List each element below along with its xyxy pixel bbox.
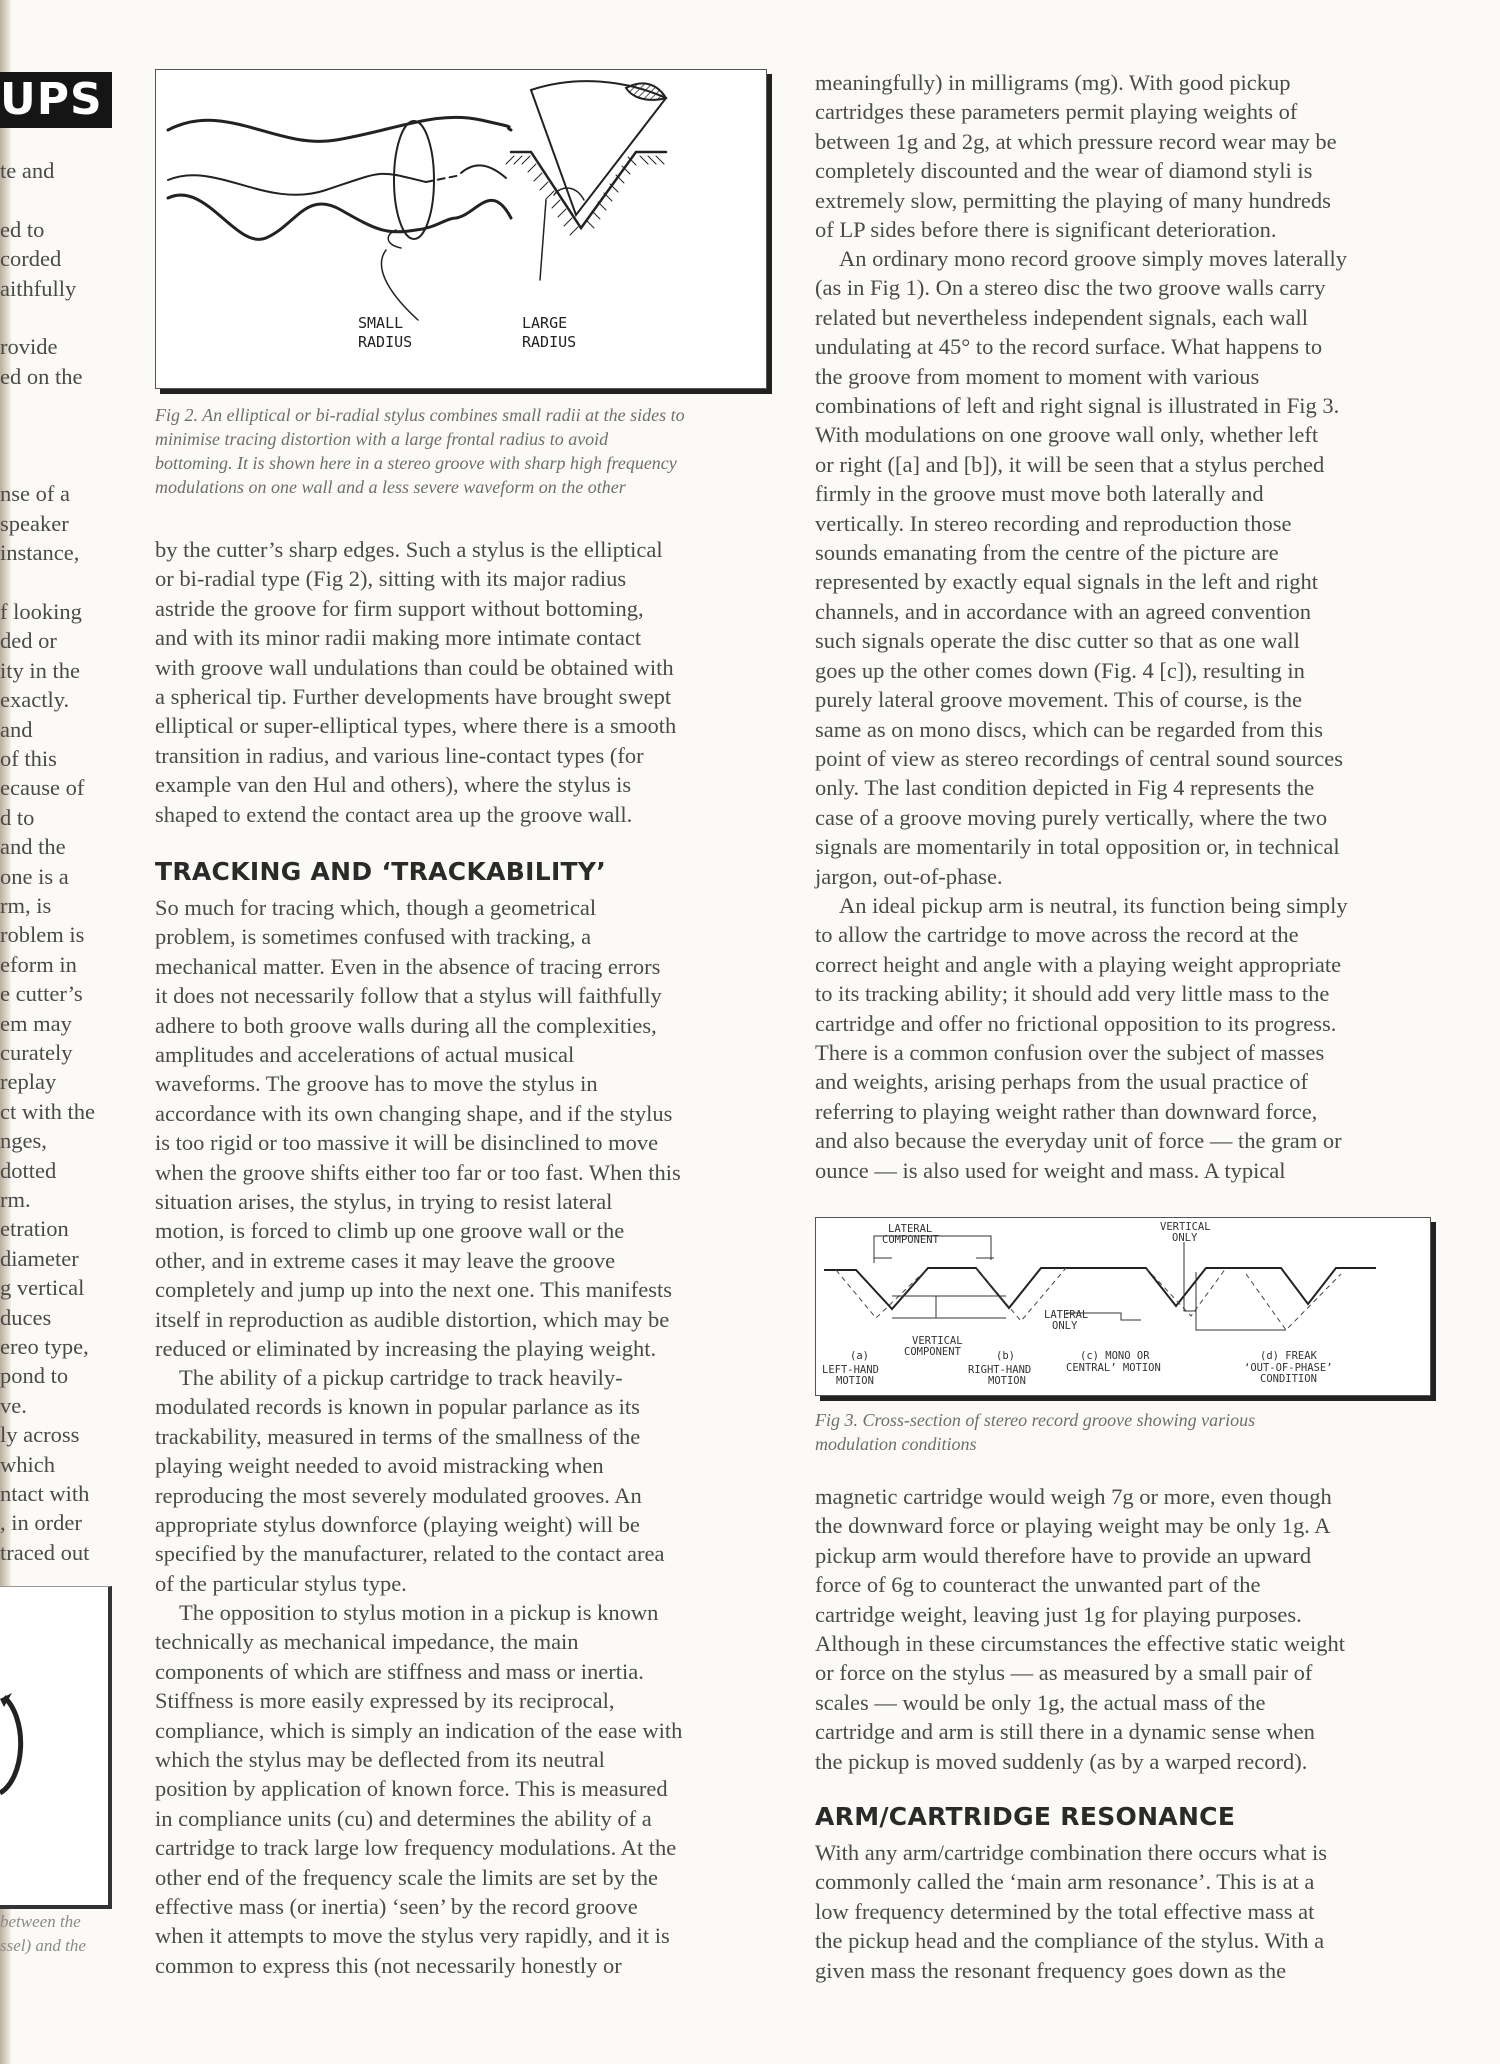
left-figure-caption-line: between the [0,1912,81,1931]
text-line: magnetic cartridge would weigh 7g or more, even though [815,1484,1332,1509]
caption-line: modulations on one wall and a less severe waveform on the other [155,477,626,497]
text-line: when it attempts to move the stylus very rapidly, and it is [155,1923,670,1949]
text-line: combinations of left and right signal is illustrated in Fig 3. [815,393,1340,419]
text-line: the pickup head and the compliance of the stylus. With a [815,1928,1325,1954]
text-line: purely lateral groove movement. This of course, is the [815,687,1302,713]
text-line: the pickup is moved suddenly (as by a warped record). [815,1748,1308,1774]
large-radius-label: RADIUS [522,333,577,351]
left-figure-caption-line: ssel) and the [0,1936,86,1955]
caption-line: Fig 2. An elliptical or bi-radial stylus combines small radii at the sides to [155,405,685,425]
caption-line: Fig 3. Cross-section of stereo record groove showing various [815,1410,1256,1430]
small-radius-label: RADIUS [358,333,413,351]
text-line: vertically. In stereo recording and reproduction those [815,510,1292,536]
text-line: and with its minor radii making more intimate contact [155,625,642,651]
text-line: point of view as stereo recordings of central sound sources [815,745,1343,771]
text-line: sounds emanating from the centre of the picture are [815,540,1279,566]
text-line: itself in reproduction as audible distortion, which may be [155,1306,670,1332]
text-line: (as in Fig 1). On a stereo disc the two groove walls carry [815,275,1326,301]
text-line: An ideal pickup arm is neutral, its function being simply [839,893,1348,918]
left-column-fragment: te and [0,158,55,183]
left-column-fragment: rm. [0,1187,31,1212]
condition-d-label: ‘OUT-OF-PHASE’ [1244,1362,1333,1374]
figure-3-caption [815,1408,1435,1456]
left-column-fragment: rovide [0,334,58,360]
caption-line: minimise tracing distortion with a large frontal radius to avoid [155,429,609,449]
text-line: specified by the manufacturer, related to the contact area [155,1541,665,1567]
text-line: components of which are stiffness and mass or inertia. [155,1658,644,1684]
text-line: reduced or eliminated by increasing the playing weight. [155,1336,657,1362]
text-line: cartridge to track large low frequency modulations. At the [155,1835,677,1861]
text-line: problem, is sometimes confused with tracking, a [155,924,592,950]
groove-wall-bottom [168,195,511,239]
condition-d-label: CONDITION [1260,1373,1317,1385]
text-line: completely discounted and the wear of diamond styli is [815,158,1313,184]
text-line: firmly in the groove must move both laterally and [815,481,1264,507]
text-line: and also because the everyday unit of force — the gram or [815,1128,1342,1154]
left-column-fragment: ded or [0,628,57,654]
text-line: of LP sides before there is significant deterioration. [815,217,1277,243]
left-column-fragment: one is a [0,863,69,889]
groove-center [168,174,426,195]
left-column-fragment: ly across [0,1422,80,1448]
text-line: waveforms. The groove has to move the stylus in [155,1071,598,1097]
left-column-fragment: ereo type, [0,1334,89,1359]
condition-b-label: MOTION [988,1375,1026,1387]
figure-2-diagram [156,70,766,388]
left-column-fragment: diameter [0,1245,79,1271]
figure-2-caption [155,403,775,499]
text-line: position by application of known force. This is measured [155,1776,668,1802]
text-line: So much for tracing which, though a geometrical [155,895,597,920]
groove-a-b [824,1268,1376,1309]
caption-line: bottoming. It is shown here in a stereo groove with sharp high frequency [155,453,677,473]
text-line: The opposition to stylus motion in a pickup is known [179,1600,659,1625]
text-line: technically as mechanical impedance, the main [155,1629,579,1655]
right-paragraph-4 [815,1482,1345,1776]
text-line: reproducing the most severely modulated grooves. An [155,1482,642,1508]
text-line: transition in radius, and various line-contact types (for [155,742,644,768]
text-line: channels, and in accordance with an agreed convention [815,598,1312,624]
caption-line: modulation conditions [815,1434,977,1454]
left-column-fragment: duces [0,1304,52,1330]
left-column-fragment: and [0,716,33,742]
text-line: completely and jump up into the next one. This manifests [155,1277,672,1303]
vertical-only-label: ONLY [1172,1232,1198,1244]
text-line: cartridge and arm is still there in a dynamic sense when [815,1719,1315,1745]
section-heading-tracking: TRACKING AND ‘TRACKABILITY’ [155,857,607,886]
text-line: accordance with its own changing shape, and if the stylus [155,1100,673,1126]
text-line: to its tracking ability; it should add very little mass to the [815,981,1330,1007]
text-line: astride the groove for firm support without bottoming, [155,595,644,621]
text-line: compliance, which is simply an indication of the ease with [155,1717,683,1743]
text-line: cartridge and offer no frictional opposition to its progress. [815,1010,1337,1036]
text-line: or right ([a] and [b]), it will be seen that a stylus perched [815,451,1325,477]
text-line: Stiffness is more easily expressed by its reciprocal, [155,1688,615,1714]
text-line: The ability of a pickup cartridge to track heavily- [179,1365,623,1390]
left-column-fragment: speaker [0,510,69,536]
left-column-fragment: d to [0,804,35,830]
middle-paragraph-1 [155,535,676,829]
v-groove-surface [511,152,666,228]
rotation-arrow-icon [0,1587,108,1905]
vertical-component-label: COMPONENT [904,1346,961,1358]
right-paragraph-1 [815,68,1337,244]
left-column-fragment: etration [0,1216,69,1242]
text-line: or bi-radial type (Fig 2), sitting with its major radius [155,566,627,592]
text-line: in compliance units (cu) and determines the ability of a [155,1805,652,1831]
left-column-fragment: which [0,1451,55,1477]
text-line: example van den Hul and others), where the stylus is [155,772,632,798]
left-column-fragment: ve. [0,1392,27,1418]
text-line: the groove from moment to moment with various [815,363,1260,389]
text-line: situation arises, the stylus, in trying to resist lateral [155,1189,613,1215]
text-line: force of 6g to counteract the unwanted part of the [815,1572,1261,1598]
left-column-fragment: em may [0,1010,72,1036]
condition-a-label: LEFT-HAND [822,1364,879,1376]
groove-wall-top [168,117,511,141]
left-column-fragment: corded [0,246,62,272]
text-line: appropriate stylus downforce (playing weight) will be [155,1512,640,1538]
figure-3-diagram [816,1218,1430,1395]
text-line: such signals operate the disc cutter so that as one wall [815,628,1300,654]
middle-paragraph-4 [155,1598,682,1980]
text-line: cartridge weight, leaving just 1g for playing purposes. [815,1601,1302,1627]
text-line: cartridges these parameters permit playing weights of [815,99,1298,125]
text-line: given mass the resonant frequency goes down as the [815,1957,1287,1983]
text-line: scales — would be only 1g, the actual mass of the [815,1689,1266,1715]
middle-paragraph-2 [155,893,681,1364]
text-line: the downward force or playing weight may be only 1g. A [815,1513,1331,1539]
left-column-fragment: exactly. [0,687,70,713]
text-line: other end of the frequency scale the limits are set by the [155,1864,658,1890]
section-heading-resonance: ARM/CARTRIDGE RESONANCE [815,1802,1236,1831]
text-line: amplitudes and accelerations of actual musical [155,1042,575,1068]
left-column-fragment: ity in the [0,657,80,683]
left-column-fragment: pond to [0,1363,69,1389]
text-line: Although in these circumstances the effective static weight [815,1631,1346,1657]
section-title-banner [0,72,112,128]
text-line: playing weight needed to avoid mistracking when [155,1453,604,1479]
figure-3-box [815,1217,1431,1396]
left-column-fragment: rm, is [0,893,52,918]
text-line: An ordinary mono record groove simply moves laterally [839,246,1347,271]
text-line: signals are momentarily in total opposition or, in technical [815,834,1340,860]
left-column-fragment: instance, [0,540,80,566]
text-line: effective mass (or inertia) ‘seen’ by the record groove [155,1894,638,1920]
text-line: ounce — is also used for weight and mass. A typical [815,1157,1286,1183]
text-line: or force on the stylus — as measured by a small pair of [815,1660,1313,1686]
text-line: jargon, out-of-phase. [815,863,1003,889]
section-title-text: UPS [0,74,103,125]
left-column-fragment: roblem is [0,922,85,948]
text-line: goes up the other comes down (Fig. 4 [c]), resulting in [815,657,1305,683]
text-line: of the particular stylus type. [155,1570,407,1596]
text-line: when the groove shifts either too far or too fast. When this [155,1159,681,1185]
small-radius-label: SMALL [358,314,404,332]
left-column-fragment: , in order [0,1510,82,1536]
condition-b-label: (b) [996,1350,1015,1362]
lateral-only-label: LATERAL [1044,1309,1089,1321]
text-line: a spherical tip. Further developments have brought swept [155,684,672,710]
lateral-component-label: LATERAL [888,1223,933,1235]
condition-d-label: (d) FREAK [1260,1350,1317,1362]
condition-b-label: RIGHT-HAND [968,1364,1032,1376]
right-paragraph-5 [815,1838,1327,1985]
left-column-fragment: e cutter’s [0,981,83,1007]
text-line: related but nevertheless independent signals, each wall [815,304,1308,330]
text-line: case of a groove moving purely vertically, where the two [815,804,1328,830]
vertical-component-label: VERTICAL [912,1335,963,1347]
text-line: There is a common confusion over the subject of masses [815,1040,1325,1066]
right-paragraph-3 [815,891,1348,1185]
condition-c-label: CENTRAL’ MOTION [1066,1362,1161,1374]
left-figure-box [0,1586,112,1909]
conical-stylus [531,81,666,215]
text-line: to allow the cartridge to move across the record at the [815,922,1299,948]
text-line: it does not necessarily follow that a stylus will faithfully [155,983,662,1009]
text-line: undulating at 45° to the record surface. What happens to [815,334,1323,360]
text-line: common to express this (not necessarily honestly or [155,1952,622,1978]
left-column-fragment: aithfully [0,275,77,301]
text-line: meaningfully) in milligrams (mg). With good pickup [815,70,1291,95]
left-column-fragment: and the [0,834,66,860]
large-radius-label: LARGE [522,314,568,332]
left-column-fragment: traced out [0,1539,90,1565]
lateral-only-label: ONLY [1052,1320,1078,1332]
text-line: commonly called the ‘main arm resonance’. This is at a [815,1869,1315,1895]
left-column-fragment: dotted [0,1157,57,1183]
left-column-fragment: ct with the [0,1098,95,1124]
condition-a-label: MOTION [836,1375,874,1387]
right-paragraph-2 [815,244,1347,891]
left-column-fragment: curately [0,1040,73,1065]
condition-c-label: (c) MONO OR [1080,1350,1150,1362]
text-line: and weights, arising perhaps from the usual practice of [815,1069,1308,1095]
text-line: by the cutter’s sharp edges. Such a stylus is the elliptical [155,537,663,562]
left-column-fragment: nges, [0,1128,47,1154]
left-column-fragment: eform in [0,951,77,977]
left-column-fragment: ecause of [0,775,85,801]
left-column-fragment: ntact with [0,1481,90,1506]
text-line: pickup arm would therefore have to provide an upward [815,1542,1312,1568]
text-line: same as on mono discs, which can be regarded from this [815,716,1323,742]
text-line: modulated records is known in popular parlance as its [155,1394,640,1420]
vertical-only-label: VERTICAL [1160,1221,1211,1233]
text-line: referring to playing weight rather than downward force, [815,1098,1318,1124]
left-column-fragment: replay [0,1069,57,1095]
text-line: motion, is forced to climb up one groove wall or the [155,1218,625,1244]
left-column-fragment: g vertical [0,1275,85,1301]
text-line: elliptical or super-elliptical types, where there is a smooth [155,713,677,739]
text-line: which the stylus may be deflected from its neutral [155,1747,605,1773]
text-line: mechanical matter. Even in the absence of tracing errors [155,953,661,979]
left-column-fragment: of this [0,746,57,771]
text-line: With any arm/cartridge combination there occurs what is [815,1840,1328,1865]
text-line: shaped to extend the contact area up the groove wall. [155,801,633,827]
text-line: low frequency determined by the total effective mass at [815,1898,1315,1924]
text-line: other, and in extreme cases it may leave the groove [155,1247,616,1273]
figure-2-box [155,69,767,389]
text-line: extremely slow, permitting the playing of many hundreds [815,187,1331,213]
text-line: only. The last condition depicted in Fig 4 represents the [815,775,1315,801]
text-line: with groove wall undulations than could be obtained with [155,654,674,680]
text-line: is too rigid or too massive it will be disinclined to move [155,1130,659,1156]
text-line: between 1g and 2g, at which pressure record wear may be [815,128,1337,154]
condition-a-label: (a) [850,1350,869,1362]
lateral-component-label: COMPONENT [882,1234,939,1246]
text-line: trackability, measured in terms of the smallness of the [155,1423,641,1449]
left-column-fragment: f looking [0,599,82,624]
text-line: represented by exactly equal signals in the left and right [815,569,1318,595]
text-line: correct height and angle with a playing weight appropriate [815,951,1342,977]
text-line: With modulations on one groove wall only, whether left [815,422,1319,448]
middle-paragraph-3 [155,1363,664,1598]
text-line: adhere to both groove walls during all the complexities, [155,1012,657,1038]
left-column-fragment: ed on the [0,363,83,389]
left-column-fragment: ed to [0,216,45,242]
left-column-fragment: nse of a [0,481,70,507]
